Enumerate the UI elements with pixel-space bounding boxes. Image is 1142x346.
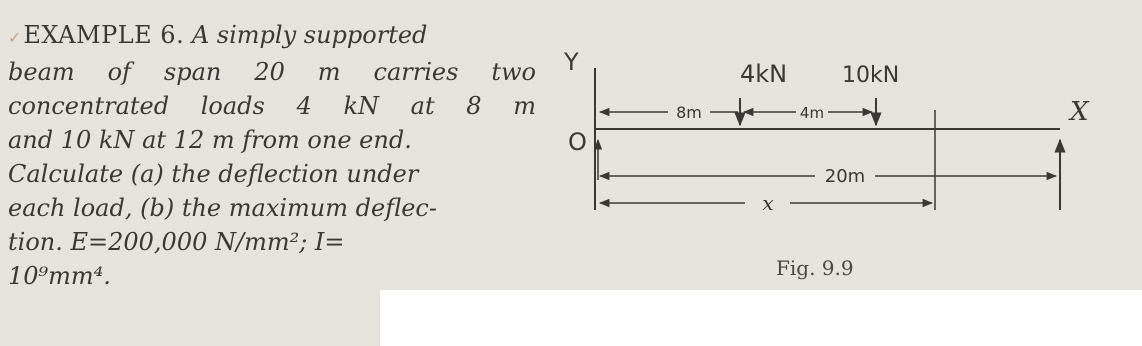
word: span <box>163 58 222 86</box>
dim-20m-label: 20m <box>824 166 866 187</box>
line-8: 10⁹mm⁴. <box>8 262 111 290</box>
line-7: tion. E=200,000 N/mm²; I= <box>8 228 345 256</box>
page-background-lower <box>0 290 380 346</box>
problem-statement <box>8 18 548 293</box>
line-2 <box>8 55 536 89</box>
dim-4m-label: 4m <box>799 104 825 122</box>
word: two <box>491 58 536 86</box>
word: m <box>317 58 341 86</box>
dim-x-label: x <box>762 191 774 215</box>
beam-figure <box>560 40 1120 285</box>
word: 8 <box>466 92 482 120</box>
word: at <box>410 92 435 120</box>
beam-diagram <box>560 40 1120 285</box>
line-1-text: A simply supported <box>191 21 428 49</box>
line-3 <box>8 89 536 123</box>
x-axis-label: X <box>1070 97 1089 127</box>
origin-label: O <box>568 128 587 156</box>
word: m <box>513 92 536 120</box>
word: concentrated <box>8 92 170 120</box>
word: of <box>107 58 131 86</box>
line-4: and 10 kN at 12 m from one end. <box>8 126 412 154</box>
check-mark-icon: ✓ <box>8 28 22 47</box>
word: kN <box>343 92 380 120</box>
example-label: EXAMPLE 6. <box>23 21 185 49</box>
word: beam <box>8 58 75 86</box>
line-1 <box>8 18 548 55</box>
line-5: Calculate (a) the deflection under <box>8 160 419 188</box>
load-10kn-label: 10kN <box>842 63 900 88</box>
dim-8m-label: 8m <box>676 103 702 122</box>
load-4kn-label: 4kN <box>740 60 788 88</box>
word: carries <box>373 58 459 86</box>
word: 20 <box>254 58 285 86</box>
word: loads <box>200 92 265 120</box>
word: 4 <box>296 92 312 120</box>
line-6: each load, (b) the maximum deflec- <box>8 194 437 222</box>
y-axis-label: Y <box>564 48 579 76</box>
figure-caption: Fig. 9.9 <box>776 256 854 280</box>
